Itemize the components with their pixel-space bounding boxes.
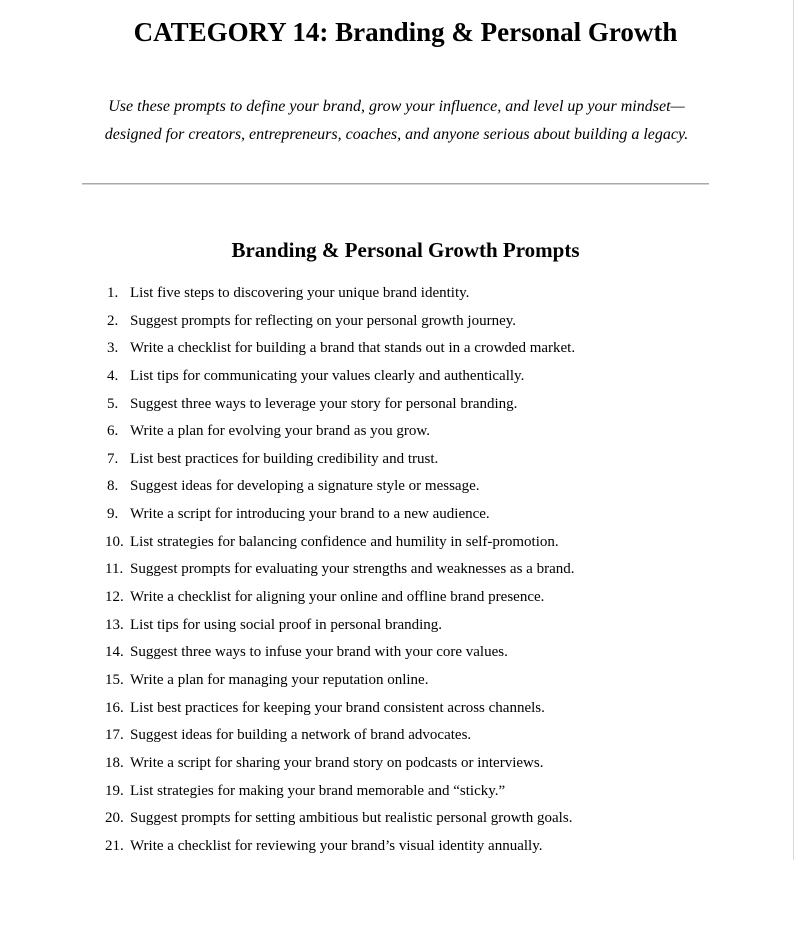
list-item-text: Write a checklist for building a brand that stands out in a crowded market. <box>130 340 576 357</box>
list-item-text: Suggest three ways to infuse your brand with your core values. <box>130 644 508 661</box>
list-item <box>0 584 760 612</box>
list-item-text: List tips for communicating your values clearly and authentically. <box>130 367 525 384</box>
list-item <box>0 778 760 806</box>
list-item-text: Suggest ideas for developing a signature style or message. <box>130 478 480 495</box>
intro-line-1: Use these prompts to define your brand, grow your influence, and level up your mindset— <box>108 98 685 115</box>
list-item <box>0 446 760 474</box>
list-item-number: 2. <box>107 312 119 329</box>
list-item <box>0 280 760 308</box>
list-item <box>0 391 760 419</box>
list-item <box>0 805 760 833</box>
list-item-number: 3. <box>107 340 119 357</box>
list-item-text: Write a script for introducing your brand to a new audience. <box>130 506 490 523</box>
list-item-number: 8. <box>107 478 119 495</box>
list-item <box>0 501 760 529</box>
list-item-number: 6. <box>107 423 119 440</box>
list-item-number: 1. <box>107 285 119 301</box>
list-item <box>0 308 760 336</box>
list-item-text: Write a plan for managing your reputation online. <box>130 671 429 688</box>
list-item-text: List best practices for building credibility and trust. <box>130 450 439 467</box>
list-item-number: 21. <box>105 837 124 854</box>
list-item-text: List strategies for making your brand memorable and “sticky.” <box>130 782 506 799</box>
list-item <box>0 529 760 557</box>
list-item <box>0 335 760 363</box>
list-item-number: 13. <box>105 616 124 633</box>
intro-line-2: designed for creators, entrepreneurs, coaches, and anyone serious about building a legacy. <box>104 126 689 143</box>
list-item <box>0 833 760 861</box>
list-item-number: 12. <box>105 589 124 606</box>
horizontal-divider <box>82 183 709 185</box>
list-item-text: Suggest prompts for setting ambitious but realistic personal growth goals. <box>130 810 573 827</box>
list-item <box>0 363 760 391</box>
list-item-text: Suggest three ways to leverage your story for personal branding. <box>130 395 518 412</box>
list-item-text: Write a checklist for reviewing your brand’s visual identity annually. <box>130 837 543 854</box>
list-item-text: Write a plan for evolving your brand as you grow. <box>130 423 431 440</box>
list-item <box>0 667 760 695</box>
list-item-text: Suggest prompts for evaluating your strengths and weaknesses as a brand. <box>130 561 575 578</box>
list-item-text: List strategies for balancing confidence and humility in self-promotion. <box>130 533 559 550</box>
prompt-list <box>0 280 760 860</box>
list-item-text: Suggest prompts for reflecting on your personal growth journey. <box>130 312 517 329</box>
section-heading: Branding & Personal Growth Prompts <box>231 238 580 262</box>
list-item-number: 20. <box>105 810 124 827</box>
list-item-text: List best practices for keeping your brand consistent across channels. <box>130 699 545 716</box>
list-item <box>0 473 760 501</box>
list-item-number: 14. <box>105 644 124 661</box>
list-item <box>0 722 760 750</box>
list-item-text: List five steps to discovering your unique brand identity. <box>130 285 470 301</box>
list-item-number: 16. <box>105 699 124 716</box>
page-title: CATEGORY 14: Branding & Personal Growth <box>133 17 678 47</box>
list-item-number: 5. <box>107 395 119 412</box>
list-item-text: Write a script for sharing your brand story on podcasts or interviews. <box>130 754 544 771</box>
list-item <box>0 695 760 723</box>
list-item <box>0 639 760 667</box>
list-item-number: 18. <box>105 754 124 771</box>
list-item <box>0 612 760 640</box>
list-item-number: 10. <box>105 533 124 550</box>
list-item-number: 17. <box>105 727 124 744</box>
list-item-number: 4. <box>107 367 119 384</box>
list-item-text: List tips for using social proof in personal branding. <box>130 616 443 633</box>
list-item-text: Suggest ideas for building a network of brand advocates. <box>130 727 472 744</box>
list-item-number: 19. <box>105 782 124 799</box>
list-item-text: Write a checklist for aligning your online and offline brand presence. <box>130 589 545 606</box>
list-item-number: 9. <box>107 506 119 523</box>
list-item <box>0 750 760 778</box>
list-item-number: 7. <box>107 450 119 467</box>
list-item-number: 11. <box>105 561 124 578</box>
list-item <box>0 556 760 584</box>
list-item <box>0 418 760 446</box>
list-item-number: 15. <box>105 671 124 688</box>
intro-paragraph <box>40 93 753 149</box>
